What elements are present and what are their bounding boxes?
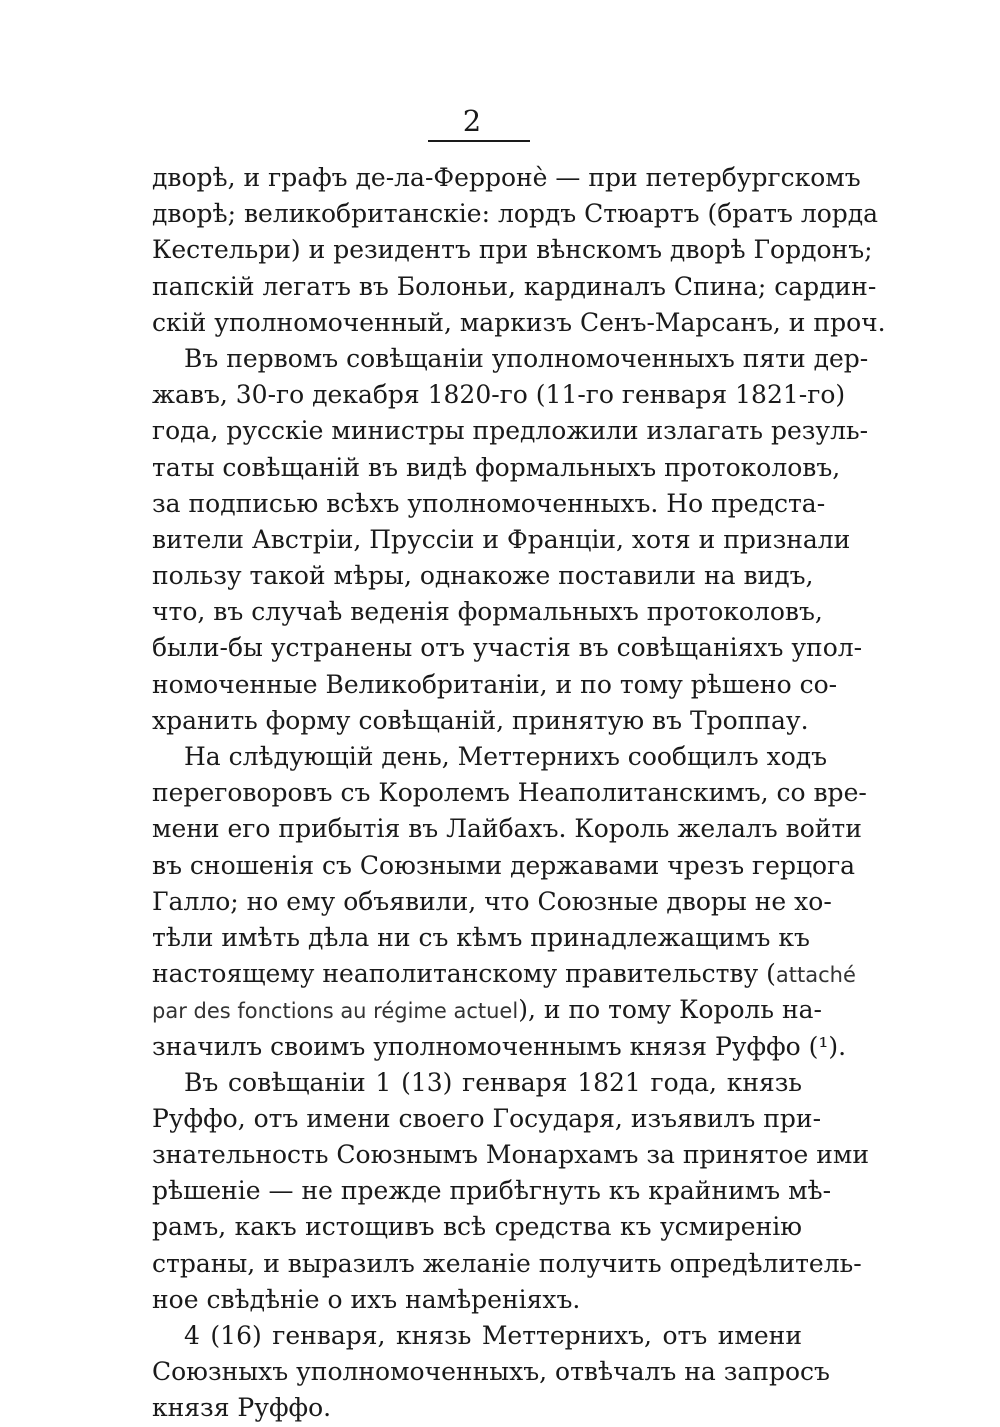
text-line: Въ первомъ совѣщаніи уполномоченныхъ пяти дер- xyxy=(184,343,869,373)
text-line: рамъ, какъ истощивъ всѣ средства къ усмиренію xyxy=(152,1212,802,1242)
text-line: номоченные Великобританіи, и по тому рѣшено со- xyxy=(152,669,838,699)
text-line: Въ совѣщаніи 1 (13) генваря 1821 года, князь xyxy=(184,1067,802,1097)
text-line: знательность Союзнымъ Монархамъ за принятое ими xyxy=(152,1140,870,1170)
text-segment: ), и по тому Король на- xyxy=(518,995,822,1025)
text-line: 4 (16) генваря, князь Меттернихъ, отъ имени xyxy=(184,1321,802,1350)
text-line: папскій легатъ въ Болоньи, кардиналъ Спина; сардин- xyxy=(152,271,877,301)
text-line: года, русскіе министры предложили излагать резуль- xyxy=(152,416,869,446)
text-line: Кестельри) и резидентъ при вѣнскомъ дворѣ Гордонъ; xyxy=(152,235,873,265)
text-line: Галло; но ему объявили, что Союзные дворы не хо- xyxy=(152,886,832,916)
text-line: Руффо, отъ имени своего Государя, изъявилъ при- xyxy=(152,1103,822,1133)
text-line: страны, и выразилъ желаніе получить опредѣлитель- xyxy=(152,1248,862,1278)
text-line: ное свѣдѣніе о ихъ намѣреніяхъ. xyxy=(152,1284,581,1314)
body-text xyxy=(152,160,886,1427)
text-line: мени его прибытія въ Лайбахъ. Король желалъ войти xyxy=(152,814,862,844)
text-line: Союзныхъ уполномоченныхъ, отвѣчалъ на запросъ xyxy=(152,1357,830,1387)
text-line: дворѣ; великобританскіе: лордъ Стюартъ (братъ лорда xyxy=(152,199,879,229)
text-line: были-бы устранены отъ участія въ совѣщаніяхъ упол- xyxy=(152,633,863,663)
text-line: рѣшеніе — не прежде прибѣгнуть къ крайнимъ мѣ- xyxy=(152,1176,832,1206)
page-number: 2 xyxy=(462,104,482,138)
text-line: за подписью всѣхъ уполномоченныхъ. Но предста- xyxy=(152,488,826,518)
text-line: вители Австріи, Пруссіи и Франціи, хотя и признали xyxy=(152,524,851,554)
text-line: въ сношенія съ Союзными державами чрезъ герцога xyxy=(152,850,856,880)
text-line: хранить форму совѣщаній, принятую въ Троппау. xyxy=(152,705,809,735)
text-line: жавъ, 30-го декабря 1820-го (11-го генваря 1821-го) xyxy=(152,380,846,410)
latin-phrase: par des fonctions au régime actuel xyxy=(152,999,519,1024)
latin-phrase: attaché xyxy=(775,963,856,988)
text-line: что, въ случаѣ веденія формальныхъ протоколовъ, xyxy=(152,597,823,627)
text-line: пользу такой мѣры, однакоже поставили на видъ, xyxy=(152,561,814,591)
text-line: дворѣ, и графъ де-ла-Ферронѐ — при петербургскомъ xyxy=(152,163,861,192)
header-rule xyxy=(428,140,530,142)
text-line: князя Руффо. xyxy=(152,1393,332,1423)
text-line: скій уполномоченный, маркизъ Сенъ-Марсанъ, и проч. xyxy=(152,307,886,337)
text-line: переговоровъ съ Королемъ Неаполитанскимъ, со вре- xyxy=(152,778,867,808)
text-segment: настоящему неаполитанскому правительству ( xyxy=(152,959,776,989)
text-line: значилъ своимъ уполномоченнымъ князя Руффо (¹). xyxy=(152,1031,847,1061)
text-line-mixed xyxy=(152,956,856,992)
text-line: таты совѣщаній въ видѣ формальныхъ протоколовъ, xyxy=(152,452,841,482)
text-line: На слѣдующій день, Меттернихъ сообщилъ ходъ xyxy=(184,742,828,771)
text-line-mixed xyxy=(152,992,822,1028)
text-line: тѣли имѣть дѣла ни съ кѣмъ принадлежащимъ къ xyxy=(152,922,810,952)
